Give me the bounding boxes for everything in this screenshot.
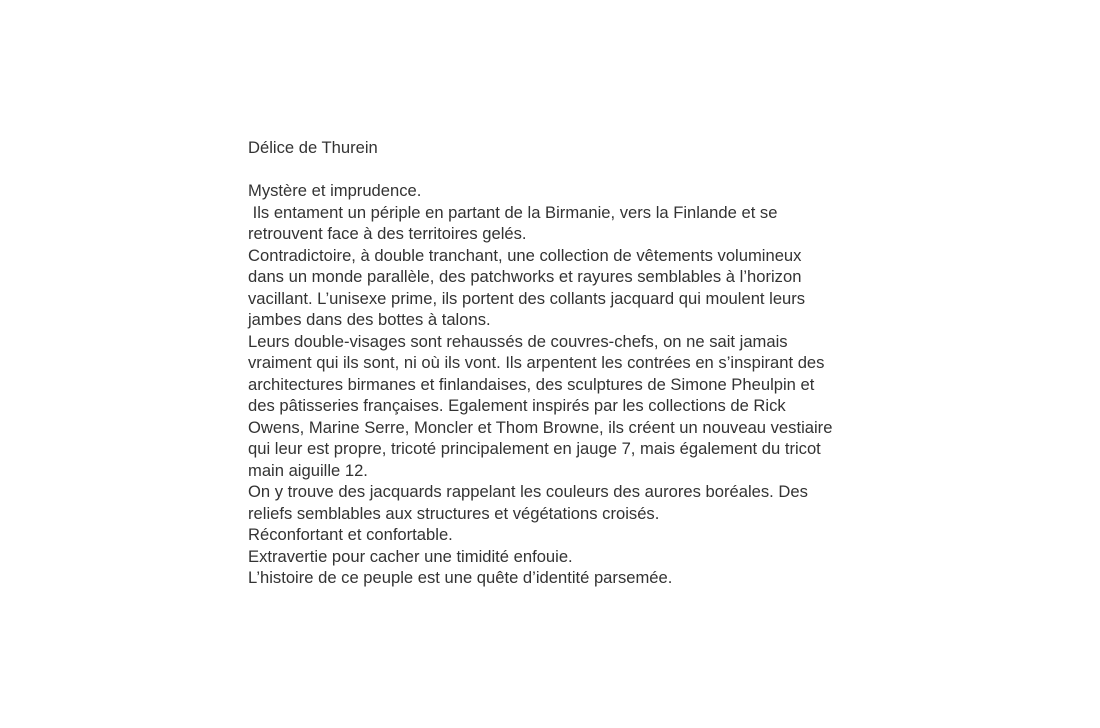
body-line: Owens, Marine Serre, Moncler et Thom Browne, ils créent un nouveau vestiaire xyxy=(248,417,833,437)
body-line: Ils entament un périple en partant de la Birmanie, vers la Finlande et se xyxy=(248,202,778,222)
body-line: Mystère et imprudence. xyxy=(248,181,422,200)
body-line: qui leur est propre, tricoté principalement en jauge 7, mais également du tricot xyxy=(248,439,821,458)
body-line: Extravertie pour cacher une timidité enfouie. xyxy=(248,546,573,566)
body-line: jambes dans des bottes à talons. xyxy=(248,310,491,329)
body-line: vacillant. L’unisexe prime, ils portent des collants jacquard qui moulent leurs xyxy=(248,288,806,308)
body-line: dans un monde parallèle, des patchworks et rayures semblables à l’horizon xyxy=(248,267,802,286)
article-title: Délice de Thurein xyxy=(248,138,378,157)
body-line: retrouvent face à des territoires gelés. xyxy=(248,224,527,243)
title-spacer xyxy=(248,159,868,181)
body-line: main aiguille 12. xyxy=(248,460,368,480)
body-line: architectures birmanes et finlandaises, des sculptures de Simone Pheulpin et xyxy=(248,374,815,394)
body-line: reliefs semblables aux structures et végétations croisés. xyxy=(248,503,660,523)
article xyxy=(248,137,868,589)
body-line: Réconfortant et confortable. xyxy=(248,525,453,544)
body-line: Contradictoire, à double tranchant, une collection de vêtements volumineux xyxy=(248,245,802,265)
body-line: On y trouve des jacquards rappelant les couleurs des aurores boréales. Des xyxy=(248,482,808,501)
body-line: vraiment qui ils sont, ni où ils vont. Ils arpentent les contrées en s’inspirant des xyxy=(248,353,825,372)
body-line: L’histoire de ce peuple est une quête d’identité parsemée. xyxy=(248,568,673,587)
body-line: des pâtisseries françaises. Egalement inspirés par les collections de Rick xyxy=(248,396,786,415)
article-body xyxy=(248,180,868,589)
body-line: Leurs double-visages sont rehaussés de couvres-chefs, on ne sait jamais xyxy=(248,331,788,351)
